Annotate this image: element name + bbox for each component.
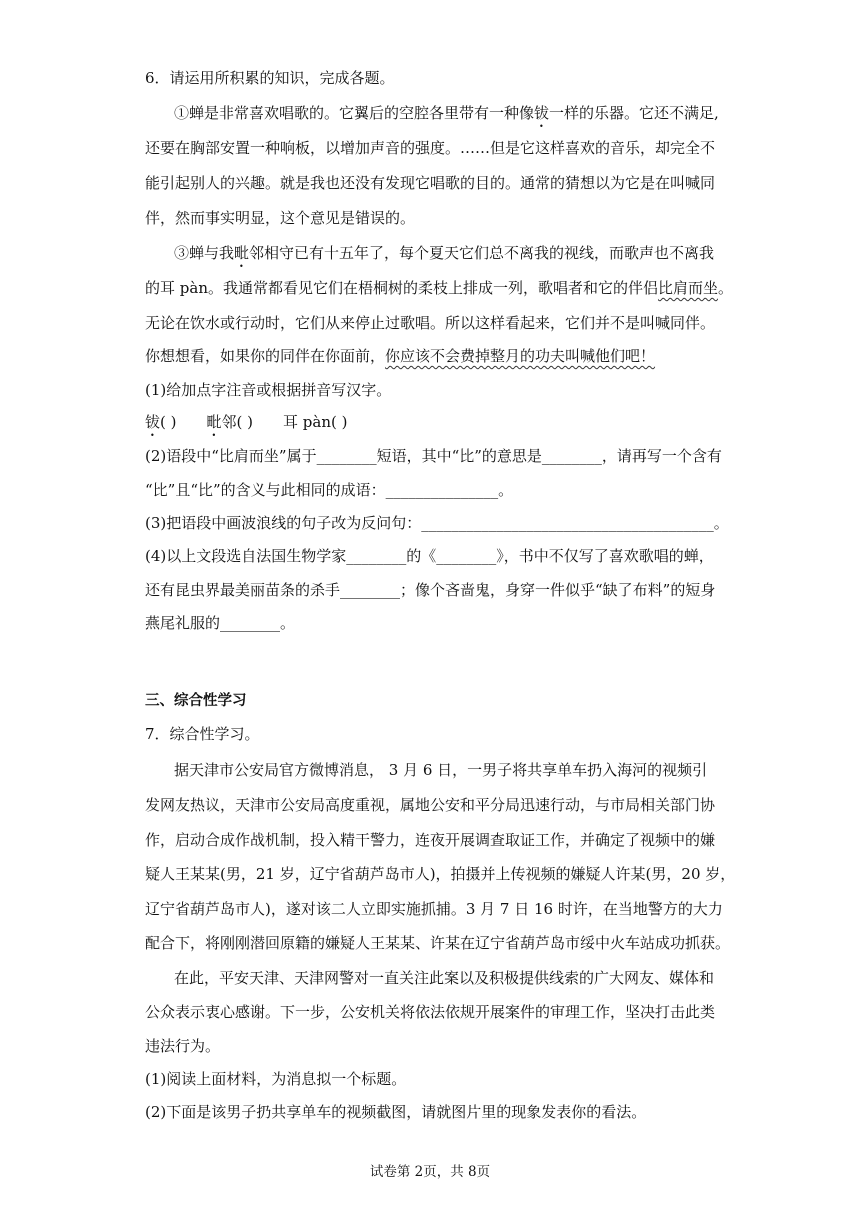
q7-para1-line5: 辽宁省葫芦岛市人)，遂对该二人立即实施抓捕。3 月 7 日 16 时许，在当地警方的大力	[145, 900, 723, 918]
wavy-underlined-sentence: 你应该不会费掉整月的功夫叫喊他们吧！	[385, 347, 656, 365]
q6-sub1-items	[145, 412, 347, 440]
wavy-underlined-phrase: 比肩而坐	[657, 279, 718, 297]
dotted-char: 钹	[534, 104, 550, 122]
text: 的耳 pàn。我通常都看见它们在梧桐树的柔枝上排成一列，歌唱者和它的伴侣	[145, 279, 658, 297]
q7-sub1: (1)阅读上面材料，为消息拟一个标题。	[145, 1070, 407, 1088]
q7-para1-line4: 疑人王某某(男，21 岁，辽宁省葫芦岛市人)，拍摄并上传视频的嫌疑人许某(男，20 岁，	[145, 865, 736, 883]
dotted-char: 钹	[145, 413, 161, 431]
dotted-char: 毗	[234, 244, 250, 262]
q6-para1-line1	[174, 103, 719, 131]
dotted-char: 毗	[206, 413, 222, 431]
q7-para1-line1: 据天津市公安局官方微博消息， 3 月 6 日，一男子将共享单车扔入海河的视频引	[174, 761, 708, 779]
answer-blank: 耳 pàn( )	[283, 413, 348, 431]
q6-para3-line3: 无论在饮水或行动时，它们从来停止过歌唱。所以这样看起来，它们并不是叫喊同伴。	[145, 314, 716, 332]
page-footer: 试卷第 2页，共 8页	[369, 1164, 491, 1180]
q6-sub4-line3: 燕尾礼服的________。	[145, 614, 296, 632]
q6-para1-line3: 能引起别人的兴趣。就是我也还没有发现它唱歌的目的。通常的猜想以为它是在叫喊同	[145, 174, 716, 192]
q6-title: 6．请运用所积累的知识，完成各题。	[145, 69, 395, 87]
q6-sub4-line1: (4)以上文段选自法国生物学家________的《________》，书中不仅写了喜欢歌唱的蝉，	[145, 547, 714, 565]
text: 一样的乐器。它还不满足,	[549, 104, 719, 122]
q6-sub2-line2: “比”且“比”的含义与此相同的成语：_______________。	[145, 481, 514, 499]
text: 你想想看，如果你的同伴在你面前，	[145, 347, 386, 365]
q6-para3-line2	[145, 278, 733, 298]
q6-sub1: (1)给加点字注音或根据拼音写汉字。	[145, 381, 392, 399]
q7-para1-line3: 作，启动合成作战机制，投入精干警力，连夜开展调查取证工作，并确定了视频中的嫌	[145, 831, 716, 849]
q6-para3-line1	[174, 243, 714, 271]
q6-sub4-line2: 还有昆虫界最美丽苗条的杀手________；像个吝啬鬼，身穿一件似乎“缺了布料”的短身	[145, 581, 716, 599]
text: ①蝉是非常喜欢唱歌的。它翼后的空腔各里带有一种像	[174, 104, 535, 122]
q6-sub2-line1: (2)语段中“比肩而坐”属于________短语，其中“比”的意思是________，请再写一个含有	[145, 447, 722, 465]
answer-blank: 邻( )	[221, 413, 253, 431]
q6-para3-line4	[145, 346, 655, 366]
q7-para2-line3: 违法行为。	[145, 1037, 221, 1055]
q7-para2-line2: 公众表示衷心感谢。下一步，公安机关将依法依规开展案件的审理工作，坚决打击此类	[145, 1003, 716, 1021]
text: 。	[718, 279, 734, 297]
q7-sub2: (2)下面是该男子扔共享单车的视频截图，请就图片里的现象发表你的看法。	[145, 1103, 647, 1121]
q6-para1-line2: 还要在胸部安置一种响板，以增加声音的强度。……但是它这样喜欢的音乐，却完全不	[145, 139, 716, 157]
text: 邻相守已有十五年了，每个夏天它们总不离我的视线，而歌声也不离我	[249, 244, 715, 262]
text: ③蝉与我	[174, 244, 235, 262]
q7-para1-line2: 发网友热议，天津市公安局高度重视，属地公安和平分局迅速行动，与市局相关部门协	[145, 796, 716, 814]
q7-para2-line1: 在此，平安天津、天津网警对一直关注此案以及积极提供线索的广大网友、媒体和	[174, 969, 715, 987]
q6-para1-line4: 伴，然而事实明显，这个意见是错误的。	[145, 209, 416, 227]
q7-title: 7．综合性学习。	[145, 725, 260, 743]
section-heading: 三、综合性学习	[145, 693, 247, 709]
answer-blank: ( )	[160, 413, 177, 431]
q7-para1-line6: 配合下，将刚刚潜回原籍的嫌疑人王某某、许某在辽宁省葫芦岛市绥中火车站成功抓获。	[145, 934, 731, 952]
q6-sub3: (3)把语段中画波浪线的句子改为反问句：_______________________________________。	[145, 514, 729, 532]
